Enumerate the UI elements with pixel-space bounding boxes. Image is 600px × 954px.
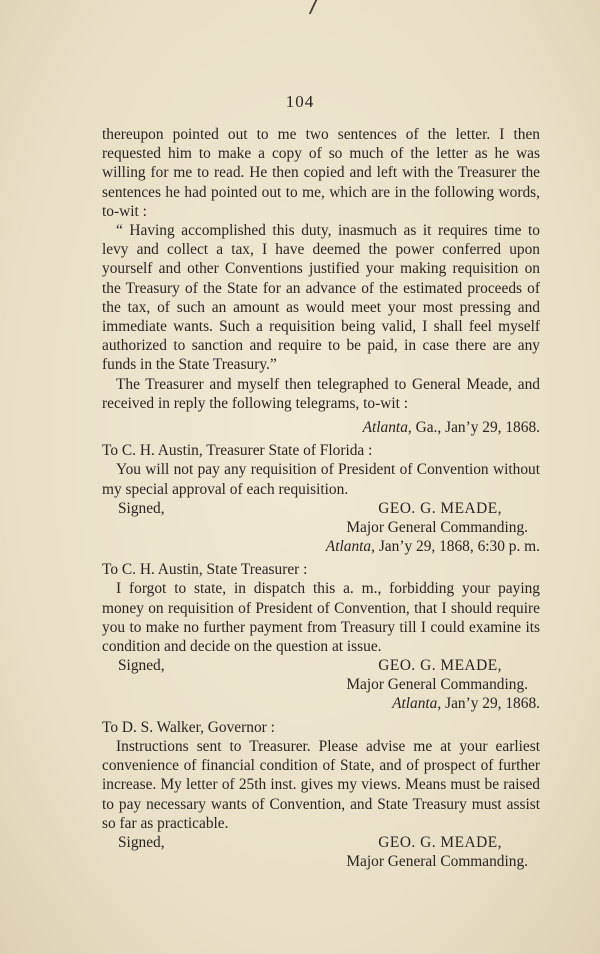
paragraph: thereupon pointed out to me two sentences of the letter. I then requested him to make a copy of so much of the letter as he was willing for me to read. He then copied and left with the Treasurer the sentences he had pointed out to me, which are in the following words, to-wit : bbox=[102, 126, 540, 220]
telegram-address: To C. H. Austin, State Treasurer : bbox=[102, 561, 308, 579]
telegram-address: To D. S. Walker, Governor : bbox=[102, 718, 275, 736]
quoted-letter: “ Having accomplished this duty, inasmuch as it requires time to levy and collect a tax, I have deemed the power conferred upon yourself and other Conventions justified your making requisition on the Treasury of the State for an advance of the estimated proceeds of the tax, of such an amount as would meet your most pressing and immediate wants. Such a requisition being valid, I shall feel myself authorized to sanction and require to be paid, in case there are any funds in the State Treasury.” bbox=[102, 222, 540, 374]
signed-label: Signed, bbox=[118, 833, 165, 851]
signed-label: Signed, bbox=[118, 657, 165, 675]
telegram-body: You will not pay any requisition of President of Convention without my special approval of each requisition. bbox=[102, 461, 540, 498]
dateline-date: , Jan’y 29, 1868, 6:30 p. m. bbox=[371, 538, 540, 556]
signer-rank: Major General Commanding. bbox=[346, 852, 528, 870]
telegram-body: Instructions sent to Treasurer. Please advise me at your earliest convenience of financial condition of State, and of prospect of further increase. My letter of 25th inst. gives my views. Means must be raised to pay necessary wants of Convention, and State Treasury must assist so far as practicable. bbox=[102, 737, 540, 832]
signer-name: GEO. G. MEADE, bbox=[378, 657, 502, 675]
dateline-city: Atlanta bbox=[362, 419, 408, 437]
paragraph: The Treasurer and myself then telegraphed to General Meade, and received in reply the following telegrams, to-wit : bbox=[102, 375, 540, 412]
telegram-dateline bbox=[102, 694, 540, 713]
dateline-city: Atlanta bbox=[392, 695, 438, 713]
signed-label: Signed, bbox=[118, 499, 165, 517]
signer-rank: Major General Commanding. bbox=[346, 676, 528, 694]
dateline-date: , Ga., Jan’y 29, 1868. bbox=[407, 419, 540, 437]
page-text bbox=[102, 125, 540, 871]
telegram-dateline bbox=[102, 537, 540, 556]
dateline-date: , Jan’y 29, 1868. bbox=[437, 695, 540, 713]
margin-mark bbox=[309, 0, 328, 14]
telegram-address: To C. H. Austin, Treasurer State of Florida : bbox=[102, 442, 373, 460]
page-number: 104 bbox=[285, 92, 315, 111]
signer-name: GEO. G. MEADE, bbox=[378, 499, 502, 517]
signer-name: GEO. G. MEADE, bbox=[378, 833, 502, 851]
signature-line bbox=[102, 499, 540, 518]
signer-rank: Major General Commanding. bbox=[346, 518, 528, 536]
dateline-city: Atlanta bbox=[325, 538, 372, 556]
signature-line bbox=[102, 656, 540, 675]
signature-line bbox=[102, 833, 540, 852]
telegram-body: I forgot to state, in dispatch this a. m., forbidding your paying money on requisition of President of Convention, that I should require you to make no further payment from Treasury till I could examine its condition and decide on the question at issue. bbox=[102, 580, 540, 656]
telegram-dateline bbox=[102, 418, 540, 437]
